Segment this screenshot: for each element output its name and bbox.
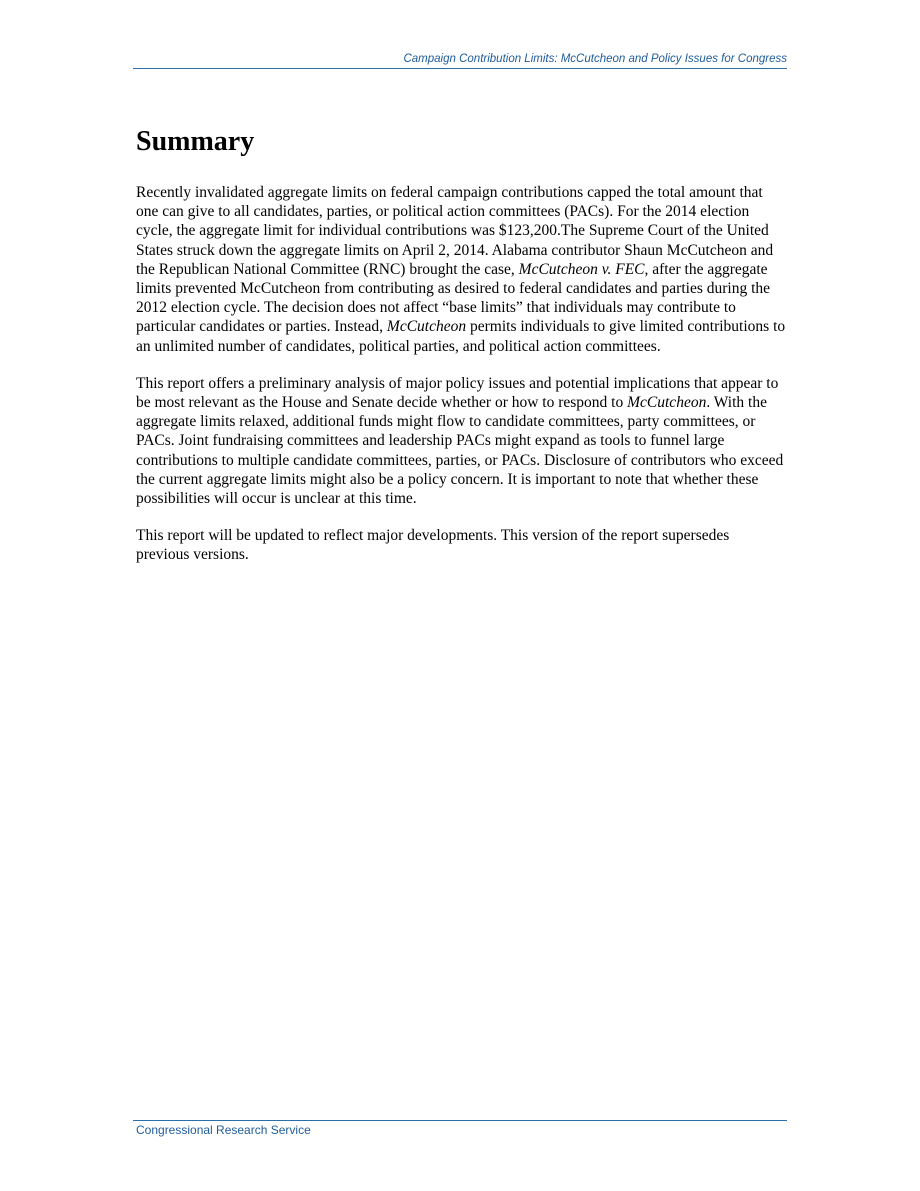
section-title: Summary	[136, 126, 255, 157]
document-body	[136, 124, 786, 583]
organization-name: Congressional Research Service	[136, 1123, 311, 1137]
running-title: Campaign Contribution Limits: McCutcheon and Policy Issues for Congress	[403, 53, 787, 65]
page-footer	[133, 1120, 787, 1137]
summary-paragraph-2	[136, 374, 786, 508]
case-name-italic: McCutcheon v. FEC	[518, 260, 645, 278]
summary-paragraph-1	[136, 183, 786, 356]
paragraph-text: , after the aggregate limits prevented McCutcheon from contributing as desired to federal candidates and parties during the 2012 election cycle. The decision does not affect “base limits” that individuals may contribute to particular candidates or parties. Instead,	[136, 260, 771, 336]
summary-paragraph-3: This report will be updated to reflect major developments. This version of the report supersedes previous versions.	[136, 527, 730, 564]
paragraph-text: Recently invalidated aggregate limits on federal campaign contributions capped the total amount that one can give to all candidates, parties, or political action committees (PACs). For the 2014 election cycle, the aggregate limit for individual contributions was $123,200.The Supreme Court of the United States struck down the aggregate limits on April 2, 2014. Alabama contributor Shaun McCutcheon and the Republican National Committee (RNC) brought the case,	[136, 184, 774, 278]
paragraph-text: permits individuals to give limited contributions to an unlimited number of candidates, political parties, and political action committees.	[136, 318, 786, 355]
page-header	[133, 53, 787, 69]
paragraph-text: . With the aggregate limits relaxed, additional funds might flow to candidate committees, party committees, or PACs. Joint fundraising committees and leadership PACs might expand as tools to funnel large contributions to multiple candidate committees, parties, or PACs. Disclosure of contributors who exceed the current aggregate limits might also be a policy concern. It is important to note that whether these possibilities will occur is unclear at this time.	[136, 394, 784, 508]
paragraph-text: This report offers a preliminary analysis of major policy issues and potential implications that appear to be most relevant as the House and Senate decide whether or how to respond to	[136, 374, 779, 412]
case-name-italic: McCutcheon	[627, 394, 707, 412]
case-name-italic: McCutcheon	[386, 318, 467, 336]
